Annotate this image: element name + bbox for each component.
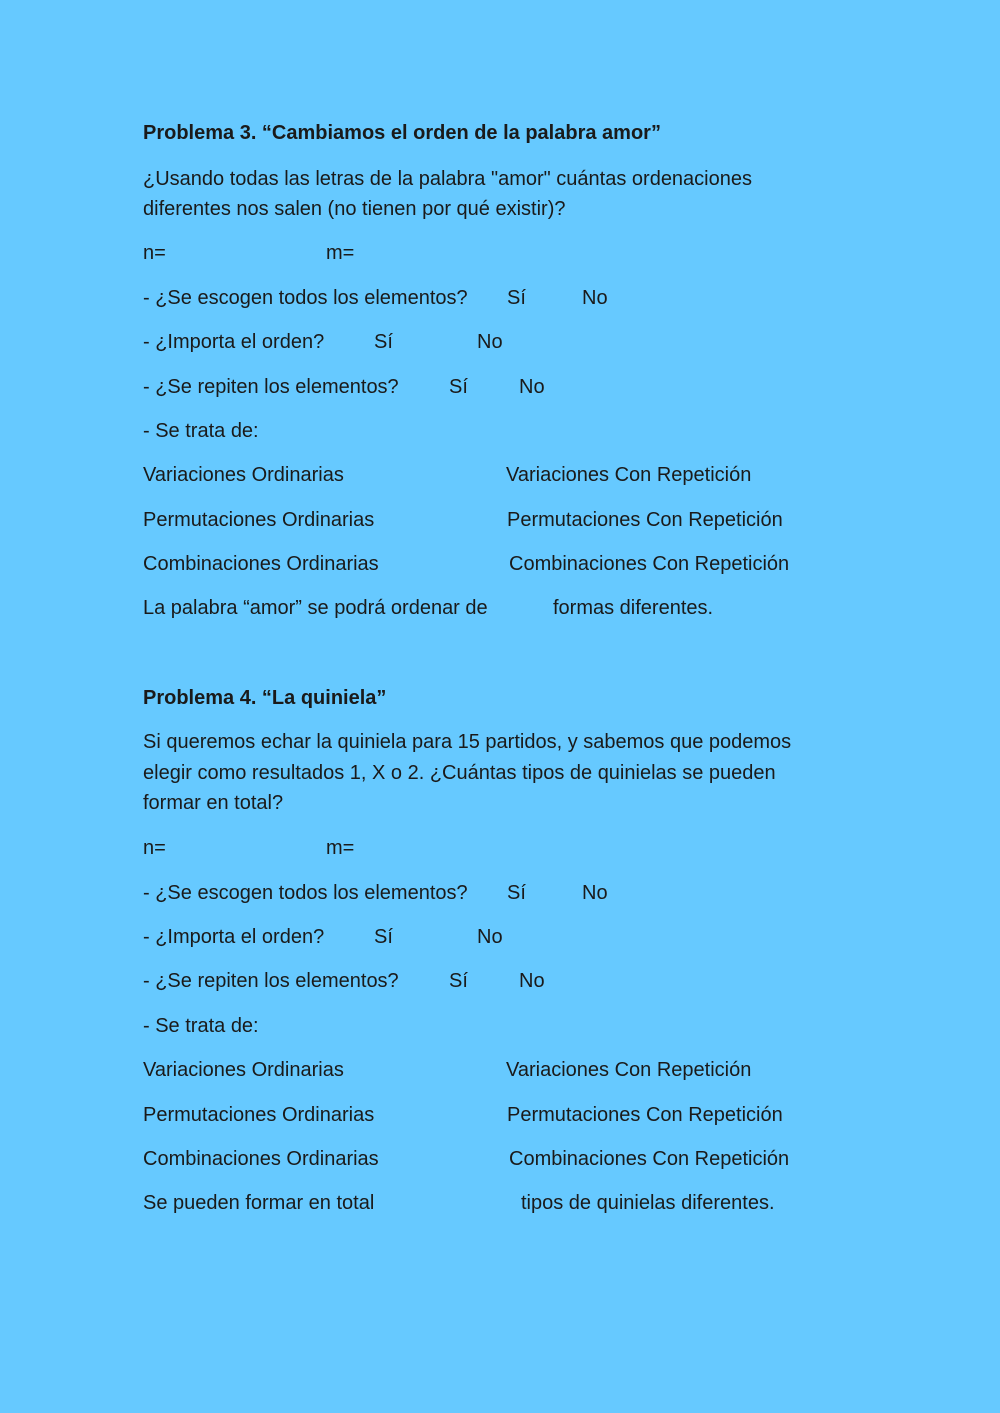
problem4-question-line2: elegir como resultados 1, X o 2. ¿Cuántas tipos de quinielas se pueden [143,762,776,784]
problem3-option-comb-rep[interactable]: Combinaciones Con Repetición [509,553,790,575]
problem4-q-all-elements: - ¿Se escogen todos los elementos? [143,882,468,904]
problem3-question-line1: ¿Usando todas las letras de la palabra "amor" cuántas ordenaciones [143,168,752,190]
problem3-q-repeat: - ¿Se repiten los elementos? [143,376,399,398]
problem4-all-yes-option[interactable]: Sí [507,882,526,904]
problem3-option-comb-ord[interactable]: Combinaciones Ordinarias [143,553,379,575]
problem3-se-trata: - Se trata de: [143,420,259,442]
problem4-option-perm-ord[interactable]: Permutaciones Ordinarias [143,1104,375,1126]
problem4-repeat-no-option[interactable]: No [519,970,545,992]
problem4-order-no-option[interactable]: No [477,926,503,948]
problem4-option-comb-rep[interactable]: Combinaciones Con Repetición [509,1148,790,1170]
problem4-answer-suffix: tipos de quinielas diferentes. [521,1192,775,1214]
problem4-all-no-option[interactable]: No [582,882,608,904]
problem4-option-var-rep[interactable]: Variaciones Con Repetición [506,1059,752,1081]
problem4-order-yes-option[interactable]: Sí [374,926,393,948]
problem4-option-var-ord[interactable]: Variaciones Ordinarias [143,1059,344,1081]
problem4-repeat-yes-option[interactable]: Sí [449,970,468,992]
problem3-n-label: n= [143,242,166,264]
problem4-title: Problema 4. “La quiniela” [143,687,387,709]
problem3-option-var-rep[interactable]: Variaciones Con Repetición [506,464,752,486]
problem4-option-comb-ord[interactable]: Combinaciones Ordinarias [143,1148,379,1170]
problem4-question-line1: Si queremos echar la quiniela para 15 partidos, y sabemos que podemos [143,731,792,753]
problem4-m-label: m= [326,837,355,859]
problem3-option-var-ord[interactable]: Variaciones Ordinarias [143,464,344,486]
problem4-n-label: n= [143,837,166,859]
problem3-repeat-no-option[interactable]: No [519,376,545,398]
problem4-se-trata: - Se trata de: [143,1015,259,1037]
problem3-order-no-option[interactable]: No [477,331,503,353]
problem4-q-order: - ¿Importa el orden? [143,926,325,948]
problem4-q-repeat: - ¿Se repiten los elementos? [143,970,399,992]
problem3-answer-suffix: formas diferentes. [553,597,714,619]
problem3-order-yes-option[interactable]: Sí [374,331,393,353]
problem3-option-perm-rep[interactable]: Permutaciones Con Repetición [507,509,783,531]
problem3-m-label: m= [326,242,355,264]
problem3-all-no-option[interactable]: No [582,287,608,309]
problem3-repeat-yes-option[interactable]: Sí [449,376,468,398]
problem4-option-perm-rep[interactable]: Permutaciones Con Repetición [507,1104,783,1126]
problem4-answer-prefix: Se pueden formar en total [143,1192,375,1214]
problem3-q-all-elements: - ¿Se escogen todos los elementos? [143,287,468,309]
problem3-answer-prefix: La palabra “amor” se podrá ordenar de [143,597,488,619]
problem3-option-perm-ord[interactable]: Permutaciones Ordinarias [143,509,375,531]
problem3-title: Problema 3. “Cambiamos el orden de la palabra amor” [143,122,661,144]
problem3-question-line2: diferentes nos salen (no tienen por qué existir)? [143,198,566,220]
problem3-all-yes-option[interactable]: Sí [507,287,526,309]
problem3-q-order: - ¿Importa el orden? [143,331,325,353]
problem4-question-line3: formar en total? [143,792,284,814]
